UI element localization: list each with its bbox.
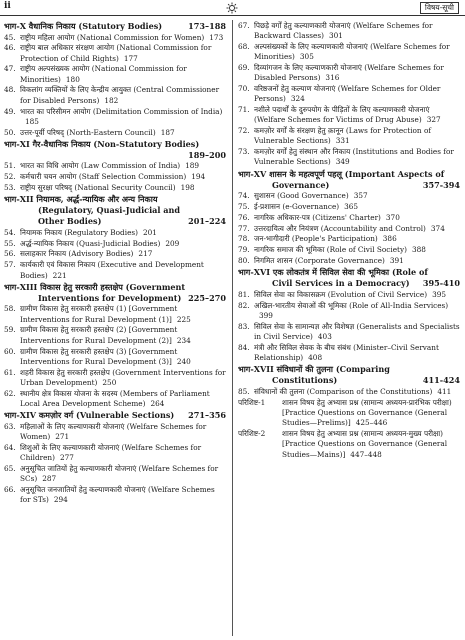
toc-entry [238,387,460,397]
toc-entry [4,249,226,259]
toc-right-column [238,20,460,460]
column-divider [232,20,233,636]
entry-text [254,322,460,343]
toc-entry [238,126,460,147]
entry-number: 66. [4,485,16,495]
entry-text [254,256,460,266]
entry-page: 185 [25,116,39,126]
toc-entry [238,301,460,322]
toc-entry [4,43,226,64]
entry-text [254,290,460,300]
section-title-tail: Civil Services in a Democracy) [272,278,410,289]
entry-text [20,172,226,182]
entry-page: 182 [104,95,119,105]
toc-entry [238,224,460,234]
entry-page: 180 [65,74,80,84]
section-page-range: 225–270 [188,292,226,303]
section-title-line [238,180,460,191]
entry-text [254,387,460,397]
running-head: विषय-सूची [420,2,459,14]
entry-page: 240 [176,356,191,366]
entry-page: 370 [385,212,400,222]
page-header [0,0,465,16]
entry-text [20,228,226,238]
section-heading [4,194,226,227]
entry-number: 63. [4,421,16,431]
entry-title: भारत का विधि आयोग (Law Commission of India) [20,161,181,171]
entry-text [254,245,460,255]
entry-number: 81. [238,289,250,299]
section-page-range: 395-410 [422,278,460,289]
entry-number: 48. [4,85,16,95]
toc-entry [238,322,460,343]
section-title-tail: Interventions for Development) [38,292,182,303]
entry-number: 54. [4,227,16,237]
section-title-line: (Regulatory, Quasi-Judicial and [38,205,181,216]
toc-entry [238,105,460,126]
entry-text [254,301,460,322]
toc-entry [4,389,226,410]
entry-number: 65. [4,464,16,473]
entry-page: 187 [160,127,175,137]
entry-page: 250 [102,377,117,387]
appendix-entry [238,429,460,460]
entry-text [20,368,226,389]
entry-page: 395 [432,289,446,299]
entry-title: ई-प्रशासन (e-Governance) [254,201,340,211]
entry-title: अखिल-भारतीय सेवाओं की भूमिका (Role of All-India Services) [254,300,449,310]
section-page-range: 189–200 [188,149,226,160]
toc-entry [238,290,460,300]
entry-text [20,304,226,325]
toc-entry [238,256,460,266]
entry-text [20,64,226,85]
entry-number: 47. [4,64,16,74]
entry-text [282,429,460,460]
toc-entry [4,422,226,443]
entry-page: 201 [142,227,157,237]
entry-title: शहरी विकास हेतु सरकारी हस्तक्षेप (Government Interventions for Urban Development) [20,367,226,387]
entry-page: 194 [191,172,206,182]
entry-page: 327 [426,115,441,125]
entry-number: 85. [238,386,250,396]
toc-entry [4,325,226,346]
entry-text [254,105,460,126]
toc-entry [4,485,226,506]
entry-page: 316 [325,72,340,82]
entry-number: 52. [4,172,16,182]
section-heading [238,169,460,191]
entry-title: सिविल सेवा के सामान्यज्ञ और विशेषज्ञ (Generalists and Specialists in Civil Service) [254,321,460,341]
section-title-line [4,216,226,227]
entry-text [254,147,460,168]
toc-entry [4,128,226,138]
entry-number: 77. [238,223,250,233]
entry-text [254,126,460,147]
entry-text [254,234,460,244]
entry-title: शासन विषय हेतु अभ्यास प्रश्न (सामान्य अध्ययन-मुख्य परीक्षा) [Practice Questions on Governance (General Studies—Mains)] [282,429,448,459]
entry-text [20,161,226,171]
entry-text [20,33,226,43]
entry-title: राष्ट्रीय बाल अधिकार संरक्षण आयोग (National Commission for Protection of Child Rights) [20,43,212,63]
entry-text [20,325,226,346]
entry-title: कर्मचारी चयन आयोग (Staff Selection Commission) [20,172,187,182]
entry-title: नागरिक अधिकार-पत्र (Citizens' Charter) [254,212,381,222]
entry-page: 301 [328,30,343,40]
entry-title: स्थानीय क्षेत्र विकास योजना के सदस्य (Members of Parliament Local Area Development Scheme) [20,388,210,409]
toc-entry [238,84,460,105]
toc-left-column [4,20,226,506]
appendix-label: परिशिष्ट-2 [238,429,266,438]
entry-text [20,239,226,249]
entry-page: 277 [59,453,74,463]
section-title: भाग-XVI एक लोकतंत्र में सिविल सेवा की भूमिका (Role of [238,267,428,278]
entry-text [254,202,460,212]
section-title-line [4,293,226,304]
entry-text [20,422,226,443]
entry-text [20,183,226,193]
entry-page: 294 [53,495,68,505]
section-title: भाग-XII नियामक, अर्द्ध-न्यायिक और अन्य निकाय [4,194,158,205]
entry-title: पिछड़े वर्गों हेतु कल्याणकारी योजनाएं (Welfare Schemes for Backward Classes) [254,20,433,40]
entry-page: 209 [165,238,180,248]
entry-number: 70. [238,83,250,93]
entry-number: 55. [4,238,16,248]
entry-title: कमज़ोर वर्गों हेतु संस्थान और निकाय (Institutions and Bodies for Vulnerable Sections) [254,147,454,167]
toc-entry [4,228,226,238]
section-heading [238,364,460,386]
section-page-range: 201–224 [188,216,226,227]
entry-number: 83. [238,321,250,331]
section-title: भाग-XV शासन के महत्वपूर्ण पहलू (Important Aspects of [238,168,445,179]
section-title-tail: Constitutions) [272,375,338,386]
entry-number: 46. [4,43,16,53]
entry-number: 68. [238,41,250,51]
sun-ornament-icon [226,2,238,14]
entry-number: 61. [4,367,16,377]
section-heading [4,282,226,304]
entry-page: 221 [52,270,67,280]
toc-entry [4,183,226,193]
entry-text [254,42,460,63]
entry-page: 357 [353,191,368,201]
entry-page: 391 [389,255,404,265]
entry-page: 271 [55,432,70,442]
entry-title: सिविल सेवा का विकासक्रम (Evolution of Civil Service) [254,289,428,299]
entry-page: 198 [180,183,195,193]
section-title-tail: Other Bodies) [38,216,102,227]
entry-page: 425–446 [355,418,388,428]
entry-page: 349 [335,157,350,167]
entry-number: 51. [4,161,16,171]
entry-number: 59. [4,325,16,335]
entry-number: 45. [4,32,16,42]
toc-entry [4,161,226,171]
entry-text [254,84,460,105]
entry-page: 177 [123,53,138,63]
entry-number: 82. [238,300,250,310]
section-title-tail: Governance) [272,179,330,190]
entry-title: राष्ट्रीय अल्पसंख्यक आयोग (National Commission for Minorities) [20,64,187,84]
entry-page: 411 [437,386,452,396]
entry-title: वरिष्ठजनों हेतु कल्याण योजनाएं (Welfare Schemes for Older Persons) [254,83,441,104]
toc-entry [4,347,226,368]
entry-text [20,43,226,64]
entry-text [254,343,460,364]
entry-number: 84. [238,342,250,352]
toc-entry [4,85,226,106]
toc-entry [4,260,226,281]
entry-number: 56. [4,249,16,259]
section-title-line [238,278,460,289]
entry-page: 331 [335,136,350,146]
entry-page: 403 [317,331,332,341]
entry-page: 324 [290,94,305,104]
toc-entry [238,213,460,223]
entry-title: अल्पसंख्यकों के लिए कल्याणकारी योजनाएं (Welfare Schemes for Minorities) [254,41,450,61]
entry-title: नशीले पदार्थों के दुरुपयोग के पीड़ितों के लिए कल्याणकारी योजनाएं (Welfare Schemes for Victims of Drug Abuse) [254,104,430,125]
entry-text [20,443,226,464]
entry-text [20,85,226,106]
entry-number: 74. [238,191,250,201]
toc-entry [4,172,226,182]
toc-entry [238,42,460,63]
entry-title: कार्यकारी एवं विकास निकाय (Executive and Development Bodies) [20,260,204,280]
entry-title: अनुसूचित जातियों हेतु कल्याणकारी योजनाएं (Welfare Schemes for SCs) [20,464,219,484]
entry-text [254,63,460,84]
section-heading [4,410,226,421]
toc-entry [4,368,226,389]
entry-page: 305 [299,51,314,61]
entry-number: 64. [4,442,16,452]
toc-entry [4,443,226,464]
entry-page: 447–448 [350,449,382,459]
entry-title: ग्रामीण विकास हेतु सरकारी हस्तक्षेप (3) [Government Interventions for Rural Development (3)] [20,346,178,366]
toc-entry [238,63,460,84]
entry-title: सलाहकार निकाय (Advisory Bodies) [20,249,134,259]
entry-number: 50. [4,127,16,137]
entry-text [20,347,226,368]
section-page-range: 271–356 [188,410,226,421]
toc-entry [4,64,226,85]
entry-title: मंत्री और सिविल सेवक के बीच संबंध (Minister–Civil Servant Relationship) [254,342,439,363]
section-heading [4,21,226,32]
section-title: भाग-XVII संविधानों की तुलना (Comparing [238,364,390,375]
entry-number: 57. [4,260,16,270]
entry-page: 264 [150,399,165,409]
section-heading [4,139,226,161]
entry-page: 217 [138,249,153,259]
entry-text [254,191,460,201]
entry-title: नियामक निकाय (Regulatory Bodies) [20,227,138,237]
toc-entry [238,147,460,168]
entry-number: 78. [238,234,250,244]
entry-number: 60. [4,346,16,356]
entry-number: 79. [238,245,250,255]
entry-title: शासन विषय हेतु अभ्यास प्रश्न (सामान्य अध्ययन-प्रारंभिक परीक्षा) [Practice Questions on Governance (General Studies—Prelims)] [282,397,452,428]
section-title: भाग-XIV कमज़ोर वर्ग (Vulnerable Sections) [4,410,175,421]
toc-entry [238,343,460,364]
entry-number: 62. [4,388,16,398]
entry-title: भारत का परिसीमन आयोग (Delimitation Commission of India) [20,106,223,116]
toc-entry [238,202,460,212]
section-title-line [238,375,460,386]
toc-entry [4,33,226,43]
entry-title: राष्ट्रीय महिला आयोग (National Commission for Women) [20,32,205,42]
section-heading [238,267,460,289]
entry-page: 386 [382,234,397,244]
entry-text [20,464,226,485]
entry-page: 234 [176,335,191,345]
entry-text [254,213,460,223]
entry-page: 365 [344,201,359,211]
entry-text [20,249,226,259]
section-title: भाग-X वैधानिक निकाय (Statutory Bodies) [4,21,163,31]
entry-title: कमज़ोर वर्गों के संरक्षण हेतु क़ानून (Laws for Protection of Vulnerable Sections) [254,125,432,146]
toc-entry [238,245,460,255]
entry-text [20,260,226,281]
entry-text [254,224,460,234]
toc-entry [4,304,226,325]
entry-page: 408 [308,353,323,363]
entry-title: अनुसूचित जनजातियों हेतु कल्याणकारी योजनाएं (Welfare Schemes for STs) [20,485,215,505]
entry-page: 225 [176,314,191,324]
entry-text [282,398,460,429]
entry-number: 67. [238,20,250,30]
entry-title: उत्तरदायित्व और नियंत्रण (Accountability and Control) [254,223,426,233]
entry-title: उत्तर-पूर्वी परिषद् (North-Eastern Council) [20,127,156,137]
section-page-range: 173–188 [188,21,226,31]
entry-page: 374 [430,223,445,233]
entry-title: अर्द्ध-न्यायिक निकाय (Quasi-Judicial Bodies) [20,238,161,248]
entry-number: 53. [4,183,16,193]
entry-number: 49. [4,106,16,116]
section-page-range: 357-394 [422,179,460,190]
entry-text [20,128,226,138]
toc-entry [238,191,460,201]
entry-title: सुशासन (Good Governance) [254,191,349,201]
entry-title: संविधानों की तुलना (Comparison of the Constitutions) [254,386,433,396]
entry-page: 173 [209,32,224,42]
entry-number: 71. [238,104,250,114]
entry-number: 75. [238,201,250,211]
toc-entry [4,107,226,128]
toc-entry [238,234,460,244]
appendix-entry [238,398,460,429]
entry-title: निगमित शासन (Corporate Governance) [254,255,385,265]
section-title: भाग-XI गैर-वैधानिक निकाय (Non-Statutory Bodies) [4,138,200,149]
entry-text [20,389,226,410]
page-number: ii [4,1,11,11]
entry-page: 189 [185,161,200,171]
toc-entry [238,21,460,42]
entry-title: ग्रामीण विकास हेतु सरकारी हस्तक्षेप (2) [Government Interventions for Rural Development (2)] [20,325,178,345]
toc-entry [4,464,226,485]
entry-page: 399 [259,310,273,320]
entry-page: 388 [411,245,426,255]
entry-title: महिलाओं के लिए कल्याणकारी योजनाएं (Welfare Schemes for Women) [20,421,207,442]
section-title: भाग-XIII विकास हेतु सरकारी हस्तक्षेप (Government [4,281,186,292]
entry-text [20,107,226,128]
entry-number: 58. [4,304,16,314]
entry-title: विकलांग व्यक्तियों के लिए केन्द्रीय आयुक्त (Central Commissioner for Disabled Persons) [20,85,220,105]
entry-number: 73. [238,147,250,157]
entry-title: दिव्यांगजन के लिए कल्याणकारी योजनाएं (Welfare Schemes for Disabled Persons) [254,62,444,82]
entry-text [20,485,226,506]
entry-page: 287 [42,474,57,484]
entry-number: 72. [238,125,250,135]
entry-title: जन-भागीदारी (People's Participation) [254,234,378,244]
appendix-label: परिशिष्ट-1 [238,397,266,407]
entry-number: 76. [238,212,250,222]
toc-entry [4,239,226,249]
entry-number: 80. [238,255,250,265]
entry-title: नागरिक समाज की भूमिका (Role of Civil Society) [254,245,407,255]
entry-title: ग्रामीण विकास हेतु सरकारी हस्तक्षेप (1) [Government Interventions for Rural Development (1)] [20,304,178,324]
entry-text [254,21,460,42]
entry-title: शिशुओं के लिए कल्याणकारी योजनाएं (Welfare Schemes for Children) [20,442,202,463]
entry-title: राष्ट्रीय सुरक्षा परिषद् (National Security Council) [20,183,176,193]
section-page-range: 411-424 [422,375,460,386]
entry-number: 69. [238,62,250,72]
